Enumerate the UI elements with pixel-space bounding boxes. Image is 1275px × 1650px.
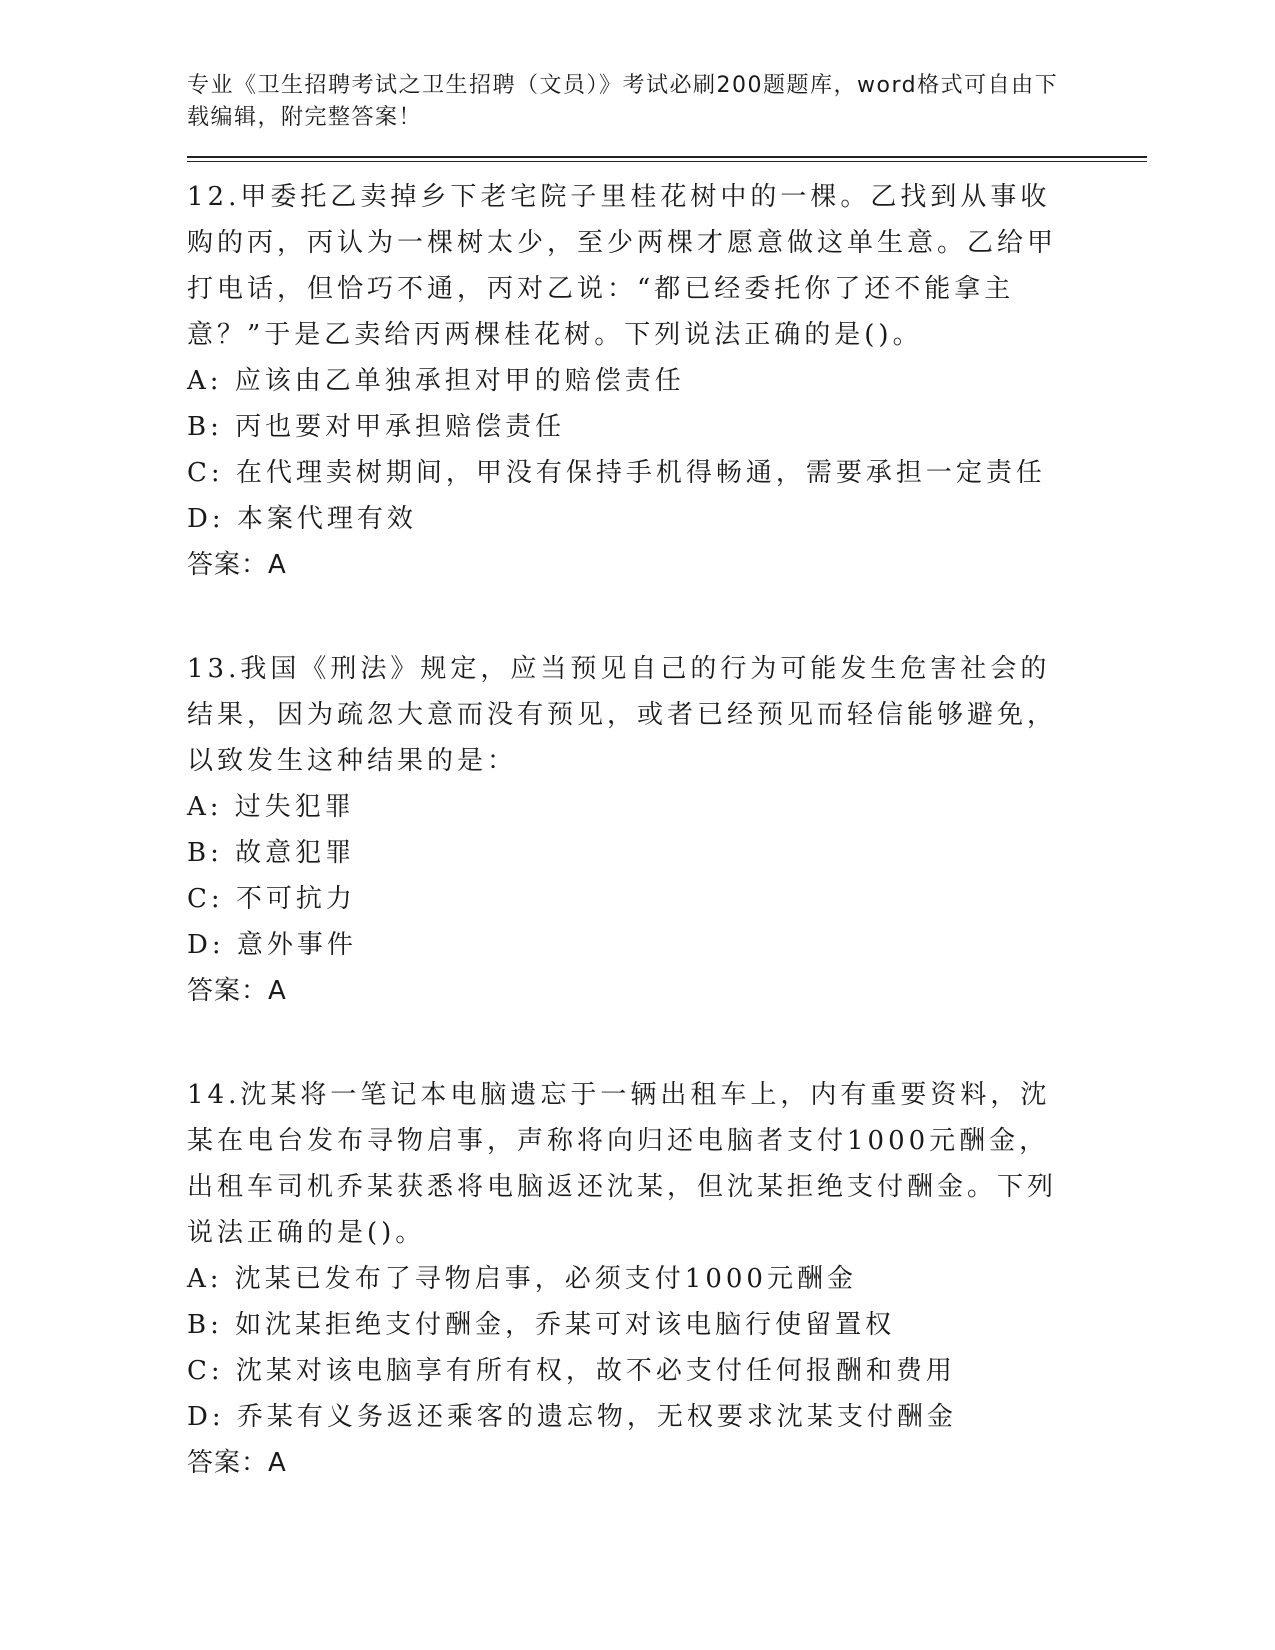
option-c: C: 在代理卖树期间，甲没有保持手机得畅通，需要承担一定责任	[187, 458, 1046, 488]
option-d: D: 意外事件	[187, 930, 357, 960]
answer-line: 答案：A	[187, 976, 287, 1006]
option-b: B: 如沈某拒绝支付酬金，乔某可对该电脑行使留置权	[187, 1310, 896, 1340]
answer-line: 答案：A	[187, 550, 287, 580]
option-d: D: 乔某有义务返还乘客的遗忘物，无权要求沈某支付酬金	[187, 1402, 957, 1432]
option-d: D: 本案代理有效	[187, 504, 417, 534]
document-page	[187, 70, 1147, 1486]
question-stem: 12.甲委托乙卖掉乡下老宅院子里桂花树中的一棵。乙找到从事收购的丙，丙认为一棵树太少，至少两棵才愿意做这单生意。乙给甲打电话，但恰巧不通，丙对乙说：“都已经委托你了还不能拿主意？”于是乙卖给丙两棵桂花树。下列说法正确的是()。	[187, 182, 1058, 350]
option-a: A: 应该由乙单独承担对甲的赔偿责任	[187, 366, 685, 396]
answer-line: 答案：A	[187, 1448, 287, 1478]
option-a: A: 过失犯罪	[187, 792, 355, 822]
question-13	[187, 646, 1147, 1014]
question-14	[187, 1072, 1147, 1486]
option-c: C: 不可抗力	[187, 884, 356, 914]
question-stem: 14.沈某将一笔记本电脑遗忘于一辆出租车上，内有重要资料，沈某在电台发布寻物启事，声称将向归还电脑者支付1000元酬金，出租车司机乔某获悉将电脑返还沈某，但沈某拒绝支付酬金。下列说法正确的是()。	[187, 1080, 1058, 1248]
header-divider	[187, 156, 1147, 162]
option-b: B: 故意犯罪	[187, 838, 356, 868]
question-stem: 13.我国《刑法》规定，应当预见自己的行为可能发生危害社会的结果，因为疏忽大意而没有预见，或者已经预见而轻信能够避免，以致发生这种结果的是：	[187, 654, 1058, 776]
document-header: 专业《卫生招聘考试之卫生招聘（文员）》考试必刷200题题库，word格式可自由下载编辑，附完整答案！	[187, 73, 1059, 130]
option-a: A: 沈某已发布了寻物启事，必须支付1000元酬金	[187, 1264, 857, 1294]
option-c: C: 沈某对该电脑享有所有权，故不必支付任何报酬和费用	[187, 1356, 956, 1386]
option-b: B: 丙也要对甲承担赔偿责任	[187, 412, 566, 442]
question-12	[187, 174, 1147, 588]
